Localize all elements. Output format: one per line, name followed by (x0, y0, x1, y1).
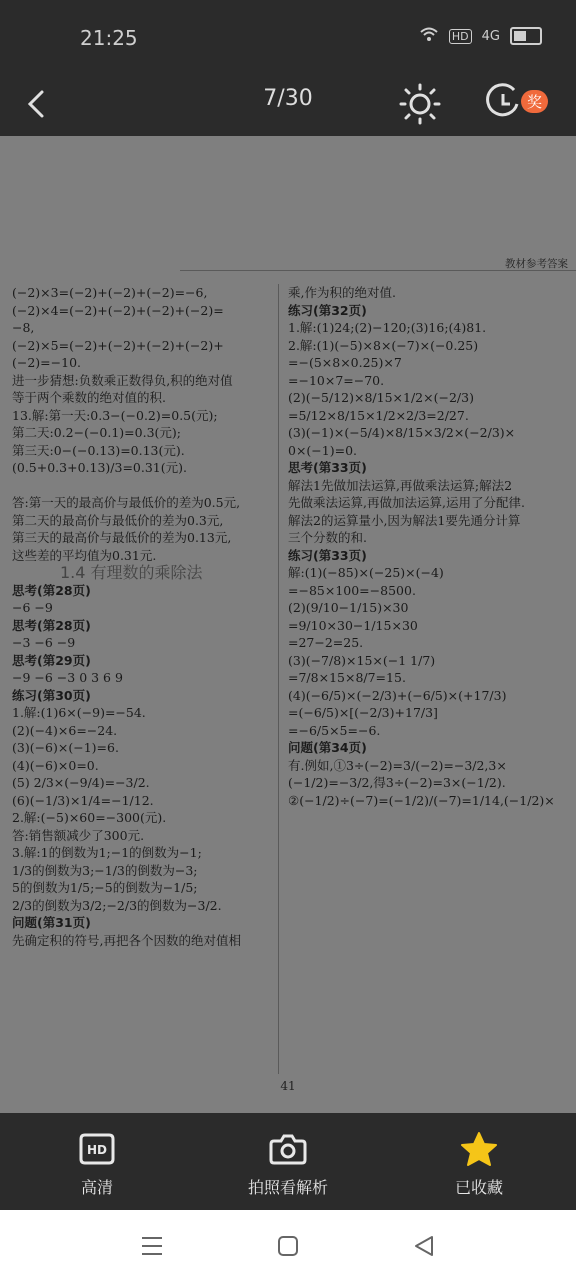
left-column-line (12, 477, 274, 495)
right-column-line: (4)(−6/5)×(−2/3)+(−6/5)×(+17/3) (288, 687, 507, 703)
left-column-line: (−2)×3=(−2)+(−2)+(−2)=−6, (12, 285, 208, 300)
right-column-line: 1.解:(1)24;(2)−120;(3)16;(4)81. (288, 320, 487, 335)
left-column-line: 13.解:第一天:0.3−(−0.2)=0.5(元); (12, 407, 218, 423)
right-column-line: 解法2的运算量小,因为解法1要先通分计算 (288, 512, 521, 528)
right-column-line: 解法1先做加法运算,再做乘法运算;解法2 (288, 477, 513, 493)
left-column-line: (−2)=−10. (12, 355, 82, 370)
favorite-label: 已收藏 (454, 1178, 503, 1197)
left-column-line: (6)(−1/3)×1/4=−1/12. (12, 792, 154, 808)
page-indicator: 7/30 (263, 86, 313, 111)
section-title: 1.4 有理数的乘除法 (60, 563, 203, 582)
hd-label: 高清 (80, 1178, 113, 1197)
left-column-line: 答:第一天的最高价与最低价的差为0.5元, (12, 495, 241, 510)
left-column-line: 2.解:(−5)×60=−300(元). (12, 810, 167, 825)
right-column-line: (2)(−5/12)×8/15×1/2×(−2/3) (288, 390, 474, 405)
right-column (288, 284, 570, 809)
left-column-line: −3 −6 −9 (12, 635, 76, 650)
left-column-line: (−2)×4=(−2)+(−2)+(−2)+(−2)= (12, 302, 224, 318)
left-column (12, 284, 274, 949)
right-column-line: 问题(第34页) (288, 740, 367, 755)
left-column-line: 这些差的平均值为0.31元. (12, 547, 157, 563)
left-column-line: 第三天:0−(−0.13)=0.13(元). (12, 442, 185, 458)
right-column-line: =9/10×30−1/15×30 (288, 617, 418, 633)
photo-analysis-label: 拍照看解析 (247, 1178, 328, 1197)
right-column-line: 乘,作为积的绝对值. (288, 285, 396, 300)
wifi-icon (419, 26, 439, 46)
status-icons (419, 26, 542, 46)
left-column-line: 第二天:0.2−(−0.1)=0.3(元); (12, 425, 181, 440)
right-column-line: 2.解:(1)(−5)×8×(−7)×(−0.25) (288, 337, 479, 353)
star-icon (459, 1131, 499, 1167)
left-column-line: 1.解:(1)6×(−9)=−54. (12, 705, 146, 720)
left-column-line: 进一步猜想:负数乘正数得负,积的绝对值 (12, 372, 233, 388)
left-column-line: (3)(−6)×(−1)=6. (12, 740, 119, 755)
right-column-line: 三个分数的和. (288, 530, 367, 545)
right-column-line: 思考(第33页) (288, 460, 367, 475)
sun-icon (398, 82, 442, 126)
home-square-icon (274, 1232, 302, 1260)
right-column-line: =5/12×8/15×1/2×2/3=2/27. (288, 407, 469, 423)
signal-icon: 4G (481, 28, 500, 44)
right-column-line: 0×(−1)=0. (288, 442, 358, 458)
left-column-line: −8, (12, 320, 35, 335)
right-column-line: =(−6/5)×[(−2/3)+17/3] (288, 705, 438, 720)
right-column-line: 先做乘法运算,再做加法运算,运用了分配律. (288, 495, 525, 510)
left-column-line: 5的倒数为1/5;−5的倒数为−1/5; (12, 880, 198, 895)
left-column-line: 3.解:1的倒数为1;−1的倒数为−1; (12, 845, 202, 860)
left-column-line: (5) 2/3×(−9/4)=−3/2. (12, 775, 150, 790)
right-column-line: ②(−1/2)÷(−7)=(−1/2)/(−7)=1/14,(−1/2)× (288, 792, 555, 808)
back-triangle-icon (410, 1232, 438, 1260)
timer-icon (484, 80, 524, 124)
hd-button[interactable] (22, 1123, 172, 1203)
left-column-line: −9 −6 −3 0 3 6 9 (12, 670, 123, 685)
right-column-line: =27−2=25. (288, 635, 364, 650)
right-column-line: 有.例如,①3÷(−2)=3/(−2)=−3/2,3× (288, 757, 507, 773)
right-column-line: (−1/2)=−3/2,得3÷(−2)=3×(−1/2). (288, 775, 506, 790)
back-nav-button[interactable] (410, 1232, 438, 1260)
left-column-line: 练习(第30页) (12, 687, 91, 703)
right-column-line: (3)(−7/8)×15×(−1 1/7) (288, 652, 436, 668)
left-column-line: 问题(第31页) (12, 915, 91, 930)
left-column-line: 先确定积的符号,再把各个因数的绝对值相 (12, 932, 241, 948)
right-column-line: =−6/5×5=−6. (288, 722, 381, 738)
left-column-line: 思考(第28页) (12, 582, 91, 598)
status-bar (0, 0, 576, 72)
right-column-line: (2)(9/10−1/15)×30 (288, 600, 409, 615)
hd-status-icon: HD (449, 29, 472, 44)
right-column-line: 解:(1)(−85)×(−25)×(−4) (288, 565, 444, 580)
battery-icon (510, 27, 542, 45)
left-column-line: 答:销售额减少了300元. (12, 827, 145, 843)
menu-nav-button[interactable] (138, 1232, 166, 1260)
svg-text:HD: HD (86, 1143, 108, 1157)
award-badge: 奖 (521, 90, 548, 113)
document-page (0, 226, 576, 1106)
favorite-button[interactable] (404, 1123, 554, 1203)
right-column-line: =7/8×15×8/7=15. (288, 670, 406, 685)
award-button[interactable] (484, 80, 554, 128)
menu-icon (138, 1232, 166, 1260)
page-number: 41 (280, 1079, 296, 1093)
status-time: 21:25 (80, 26, 138, 50)
left-column-line: (2)(−4)×6=−24. (12, 722, 118, 738)
left-column-line: (4)(−6)×0=0. (12, 757, 99, 773)
left-column-line: 1/3的倒数为3;−1/3的倒数为−3; (12, 862, 198, 878)
left-column-line: 思考(第29页) (12, 652, 91, 668)
hd-icon (77, 1131, 117, 1167)
right-column-line: =−85×100=−8500. (288, 582, 416, 598)
document-viewer[interactable] (0, 136, 576, 1113)
top-bar (0, 72, 576, 136)
left-column-line: (0.5+0.3+0.13)/3=0.31(元). (12, 460, 187, 475)
left-column-line: 等于两个乘数的绝对值的积. (12, 390, 166, 405)
right-column-line: (3)(−1)×(−5/4)×8/15×3/2×(−2/3)× (288, 425, 516, 440)
left-column-line: −6 −9 (12, 600, 53, 615)
left-column-line: 思考(第28页) (12, 617, 91, 633)
home-nav-button[interactable] (274, 1232, 302, 1260)
left-column-line: 2/3的倒数为3/2;−2/3的倒数为−3/2. (12, 897, 222, 913)
brightness-button[interactable] (398, 82, 442, 126)
right-column-line: =−(5×8×0.25)×7 (288, 355, 402, 370)
right-column-line: 练习(第32页) (288, 302, 367, 318)
left-column-line: 第三天的最高价与最低价的差为0.13元, (12, 530, 232, 545)
photo-analysis-button[interactable] (213, 1123, 363, 1203)
left-column-line: 第二天的最高价与最低价的差为0.3元, (12, 512, 224, 528)
page-header: 教材参考答案 (505, 258, 568, 270)
right-column-line: =−10×7=−70. (288, 372, 385, 388)
right-column-line: 练习(第33页) (288, 547, 367, 563)
camera-icon (268, 1131, 308, 1167)
header-rule (180, 270, 576, 271)
bottom-bar (0, 1113, 576, 1210)
left-column-line: (−2)×5=(−2)+(−2)+(−2)+(−2)+ (12, 337, 224, 353)
system-nav-bar (0, 1210, 576, 1280)
column-divider (278, 284, 279, 1074)
